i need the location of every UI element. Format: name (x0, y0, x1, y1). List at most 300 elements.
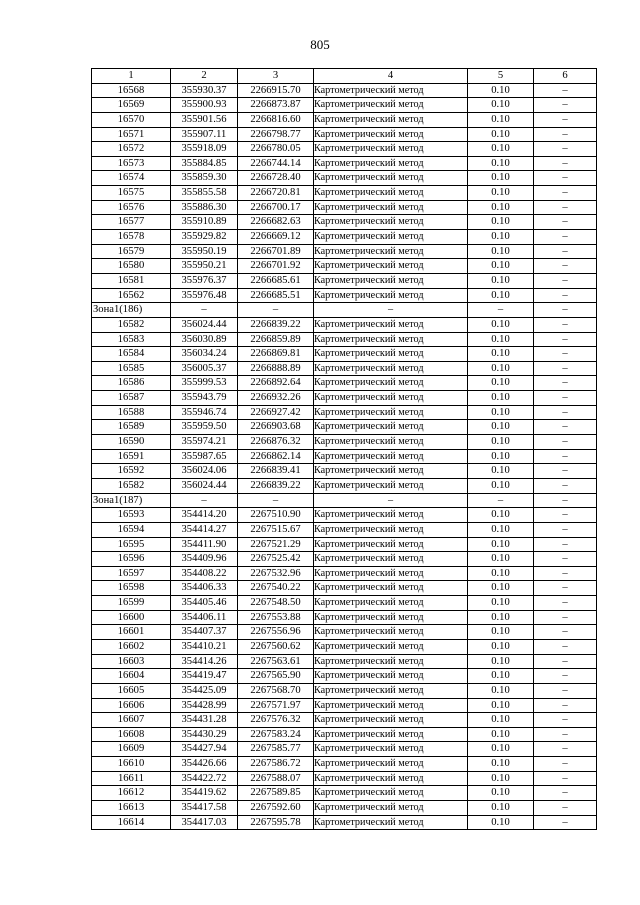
note-cell: – (534, 464, 597, 479)
note-cell: – (534, 727, 597, 742)
accuracy-cell: 0.10 (468, 156, 534, 171)
method-cell: Картометрический метод (314, 727, 468, 742)
y-coordinate-cell: 2266932.26 (238, 391, 314, 406)
note-cell: – (534, 230, 597, 245)
table-row (92, 200, 597, 215)
point-number-cell: 16594 (92, 522, 171, 537)
point-number-cell: 16604 (92, 669, 171, 684)
point-number-cell: 16571 (92, 127, 171, 142)
table-row (92, 537, 597, 552)
note-cell: – (534, 478, 597, 493)
table-row (92, 215, 597, 230)
y-coordinate-cell: 2266720.81 (238, 186, 314, 201)
note-cell: – (534, 639, 597, 654)
x-coordinate-cell: 355930.37 (171, 83, 238, 98)
note-cell: – (534, 420, 597, 435)
y-coordinate-cell: 2267560.62 (238, 639, 314, 654)
accuracy-cell: 0.10 (468, 405, 534, 420)
accuracy-cell: 0.10 (468, 376, 534, 391)
point-number-cell: 16581 (92, 273, 171, 288)
y-coordinate-cell: 2267568.70 (238, 683, 314, 698)
y-coordinate-cell: 2266915.70 (238, 83, 314, 98)
accuracy-cell: 0.10 (468, 288, 534, 303)
x-coordinate-cell: 356034.24 (171, 347, 238, 362)
zone-row (92, 493, 597, 508)
table-row (92, 142, 597, 157)
x-coordinate-cell: 354411.90 (171, 537, 238, 552)
y-coordinate-cell: 2266869.81 (238, 347, 314, 362)
point-number-cell: 16614 (92, 815, 171, 830)
table-row (92, 186, 597, 201)
y-coordinate-cell: 2266876.32 (238, 435, 314, 450)
note-cell: – (534, 669, 597, 684)
y-coordinate-cell: 2266839.22 (238, 478, 314, 493)
note-cell: – (534, 493, 597, 508)
method-cell: Картометрический метод (314, 639, 468, 654)
y-coordinate-cell: 2266701.92 (238, 259, 314, 274)
x-coordinate-cell: 355950.19 (171, 244, 238, 259)
point-number-cell: 16597 (92, 566, 171, 581)
note-cell: – (534, 98, 597, 113)
method-cell: Картометрический метод (314, 478, 468, 493)
accuracy-cell: 0.10 (468, 508, 534, 523)
x-coordinate-cell: 355929.82 (171, 230, 238, 245)
y-coordinate-cell: 2267589.85 (238, 786, 314, 801)
column-header-1: 1 (92, 69, 171, 84)
y-coordinate-cell: 2266798.77 (238, 127, 314, 142)
point-number-cell: 16605 (92, 683, 171, 698)
x-coordinate-cell: 354408.22 (171, 566, 238, 581)
table-row (92, 639, 597, 654)
table-row (92, 478, 597, 493)
zone-row (92, 303, 597, 318)
note-cell: – (534, 508, 597, 523)
point-number-cell: 16593 (92, 508, 171, 523)
note-cell: – (534, 156, 597, 171)
point-number-cell: 16588 (92, 405, 171, 420)
method-cell: Картометрический метод (314, 347, 468, 362)
method-cell: Картометрический метод (314, 610, 468, 625)
table-row (92, 83, 597, 98)
accuracy-cell: 0.10 (468, 727, 534, 742)
table-row (92, 757, 597, 772)
method-cell: Картометрический метод (314, 669, 468, 684)
table-row (92, 464, 597, 479)
method-cell: Картометрический метод (314, 801, 468, 816)
table-row (92, 771, 597, 786)
table-row (92, 566, 597, 581)
accuracy-cell: 0.10 (468, 639, 534, 654)
note-cell: – (534, 127, 597, 142)
method-cell: Картометрический метод (314, 215, 468, 230)
table-row (92, 449, 597, 464)
note-cell: – (534, 610, 597, 625)
note-cell: – (534, 566, 597, 581)
method-cell: Картометрический метод (314, 566, 468, 581)
accuracy-cell: 0.10 (468, 464, 534, 479)
y-coordinate-cell: 2266888.89 (238, 361, 314, 376)
method-cell: Картометрический метод (314, 537, 468, 552)
note-cell: – (534, 625, 597, 640)
x-coordinate-cell: 354417.58 (171, 801, 238, 816)
point-number-cell: 16577 (92, 215, 171, 230)
point-number-cell: 16591 (92, 449, 171, 464)
point-number-cell: 16595 (92, 537, 171, 552)
method-cell: Картометрический метод (314, 815, 468, 830)
note-cell: – (534, 435, 597, 450)
column-header-3: 3 (238, 69, 314, 84)
point-number-cell: 16601 (92, 625, 171, 640)
y-coordinate-cell: 2267510.90 (238, 508, 314, 523)
method-cell: Картометрический метод (314, 361, 468, 376)
note-cell: – (534, 683, 597, 698)
table-row (92, 317, 597, 332)
y-coordinate-cell: 2267565.90 (238, 669, 314, 684)
x-coordinate-cell: – (171, 493, 238, 508)
y-coordinate-cell: 2267576.32 (238, 713, 314, 728)
method-cell: Картометрический метод (314, 596, 468, 611)
accuracy-cell: 0.10 (468, 566, 534, 581)
method-cell: Картометрический метод (314, 244, 468, 259)
method-cell: Картометрический метод (314, 757, 468, 772)
accuracy-cell: 0.10 (468, 610, 534, 625)
accuracy-cell: 0.10 (468, 435, 534, 450)
table-row (92, 420, 597, 435)
x-coordinate-cell: 354414.27 (171, 522, 238, 537)
x-coordinate-cell: 356024.44 (171, 317, 238, 332)
accuracy-cell: 0.10 (468, 186, 534, 201)
accuracy-cell: 0.10 (468, 361, 534, 376)
y-coordinate-cell: 2266780.05 (238, 142, 314, 157)
point-number-cell: 16582 (92, 478, 171, 493)
x-coordinate-cell: 356024.44 (171, 478, 238, 493)
x-coordinate-cell: 354430.29 (171, 727, 238, 742)
method-cell: Картометрический метод (314, 420, 468, 435)
table-row (92, 156, 597, 171)
table-row (92, 171, 597, 186)
table-row (92, 288, 597, 303)
x-coordinate-cell: 354419.62 (171, 786, 238, 801)
column-header-6: 6 (534, 69, 597, 84)
note-cell: – (534, 815, 597, 830)
x-coordinate-cell: 355950.21 (171, 259, 238, 274)
column-header-4: 4 (314, 69, 468, 84)
x-coordinate-cell: 356030.89 (171, 332, 238, 347)
point-number-cell: 16584 (92, 347, 171, 362)
note-cell: – (534, 171, 597, 186)
point-number-cell: 16589 (92, 420, 171, 435)
point-number-cell: 16573 (92, 156, 171, 171)
x-coordinate-cell: 354406.33 (171, 581, 238, 596)
method-cell: Картометрический метод (314, 742, 468, 757)
y-coordinate-cell: 2266862.14 (238, 449, 314, 464)
x-coordinate-cell: 354409.96 (171, 552, 238, 567)
accuracy-cell: 0.10 (468, 654, 534, 669)
point-number-cell: 16598 (92, 581, 171, 596)
x-coordinate-cell: 355859.30 (171, 171, 238, 186)
y-coordinate-cell: 2266892.64 (238, 376, 314, 391)
note-cell: – (534, 757, 597, 772)
point-number-cell: 16590 (92, 435, 171, 450)
y-coordinate-cell: 2266873.87 (238, 98, 314, 113)
note-cell: – (534, 259, 597, 274)
table-row (92, 508, 597, 523)
y-coordinate-cell: 2267515.67 (238, 522, 314, 537)
note-cell: – (534, 786, 597, 801)
accuracy-cell: 0.10 (468, 317, 534, 332)
x-coordinate-cell: 354410.21 (171, 639, 238, 654)
accuracy-cell: 0.10 (468, 669, 534, 684)
note-cell: – (534, 449, 597, 464)
method-cell: Картометрический метод (314, 127, 468, 142)
point-number-cell: 16611 (92, 771, 171, 786)
point-number-cell: 16562 (92, 288, 171, 303)
table-row (92, 522, 597, 537)
y-coordinate-cell: – (238, 493, 314, 508)
point-number-cell: 16608 (92, 727, 171, 742)
table-row (92, 713, 597, 728)
method-cell: Картометрический метод (314, 581, 468, 596)
column-header-5: 5 (468, 69, 534, 84)
x-coordinate-cell: 354405.46 (171, 596, 238, 611)
table-row (92, 683, 597, 698)
table-row (92, 273, 597, 288)
table-row (92, 698, 597, 713)
table-row (92, 332, 597, 347)
table-row (92, 435, 597, 450)
accuracy-cell: 0.10 (468, 771, 534, 786)
y-coordinate-cell: 2266839.22 (238, 317, 314, 332)
y-coordinate-cell: 2266839.41 (238, 464, 314, 479)
y-coordinate-cell: 2266728.40 (238, 171, 314, 186)
x-coordinate-cell: 355884.85 (171, 156, 238, 171)
note-cell: – (534, 186, 597, 201)
method-cell: Картометрический метод (314, 508, 468, 523)
accuracy-cell: 0.10 (468, 391, 534, 406)
x-coordinate-cell: 355900.93 (171, 98, 238, 113)
point-number-cell: 16599 (92, 596, 171, 611)
method-cell: Картометрический метод (314, 771, 468, 786)
point-number-cell: 16580 (92, 259, 171, 274)
y-coordinate-cell: 2267585.77 (238, 742, 314, 757)
note-cell: – (534, 347, 597, 362)
table-row (92, 376, 597, 391)
note-cell: – (534, 742, 597, 757)
point-number-cell: 16610 (92, 757, 171, 772)
point-number-cell: 16606 (92, 698, 171, 713)
x-coordinate-cell: 354428.99 (171, 698, 238, 713)
accuracy-cell: 0.10 (468, 112, 534, 127)
table-row (92, 259, 597, 274)
point-number-cell: 16596 (92, 552, 171, 567)
method-cell: Картометрический метод (314, 552, 468, 567)
accuracy-cell: 0.10 (468, 537, 534, 552)
accuracy-cell: 0.10 (468, 230, 534, 245)
accuracy-cell: 0.10 (468, 273, 534, 288)
note-cell: – (534, 112, 597, 127)
point-number-cell: 16585 (92, 361, 171, 376)
table-row (92, 581, 597, 596)
point-number-cell: 16582 (92, 317, 171, 332)
x-coordinate-cell: 356005.37 (171, 361, 238, 376)
x-coordinate-cell: 355959.50 (171, 420, 238, 435)
table-header-row (92, 69, 597, 84)
y-coordinate-cell: 2266685.51 (238, 288, 314, 303)
y-coordinate-cell: 2267571.97 (238, 698, 314, 713)
y-coordinate-cell: 2267532.96 (238, 566, 314, 581)
table-row (92, 347, 597, 362)
table-row (92, 230, 597, 245)
note-cell: – (534, 376, 597, 391)
method-cell: Картометрический метод (314, 259, 468, 274)
accuracy-cell: 0.10 (468, 757, 534, 772)
y-coordinate-cell: 2266682.63 (238, 215, 314, 230)
table-row (92, 112, 597, 127)
accuracy-cell: 0.10 (468, 449, 534, 464)
point-number-cell: 16612 (92, 786, 171, 801)
table-row (92, 391, 597, 406)
method-cell: Картометрический метод (314, 449, 468, 464)
accuracy-cell: 0.10 (468, 347, 534, 362)
point-number-cell: 16579 (92, 244, 171, 259)
y-coordinate-cell: 2266927.42 (238, 405, 314, 420)
method-cell: Картометрический метод (314, 391, 468, 406)
table-body (92, 83, 597, 830)
note-cell: – (534, 654, 597, 669)
method-cell: Картометрический метод (314, 156, 468, 171)
note-cell: – (534, 361, 597, 376)
y-coordinate-cell: 2266669.12 (238, 230, 314, 245)
method-cell: Картометрический метод (314, 405, 468, 420)
x-coordinate-cell: 356024.06 (171, 464, 238, 479)
y-coordinate-cell: 2266701.89 (238, 244, 314, 259)
note-cell: – (534, 288, 597, 303)
method-cell: Картометрический метод (314, 435, 468, 450)
y-coordinate-cell: 2267595.78 (238, 815, 314, 830)
table-row (92, 786, 597, 801)
table-row (92, 98, 597, 113)
note-cell: – (534, 537, 597, 552)
column-header-2: 2 (171, 69, 238, 84)
method-cell: Картометрический метод (314, 83, 468, 98)
zone-label: Зона1(186) (92, 303, 171, 318)
method-cell: Картометрический метод (314, 332, 468, 347)
table-row (92, 361, 597, 376)
x-coordinate-cell: 355946.74 (171, 405, 238, 420)
x-coordinate-cell: – (171, 303, 238, 318)
accuracy-cell: 0.10 (468, 332, 534, 347)
point-number-cell: 16587 (92, 391, 171, 406)
y-coordinate-cell: 2267583.24 (238, 727, 314, 742)
method-cell: Картометрический метод (314, 317, 468, 332)
table-row (92, 405, 597, 420)
method-cell: Картометрический метод (314, 112, 468, 127)
method-cell: Картометрический метод (314, 200, 468, 215)
x-coordinate-cell: 355918.09 (171, 142, 238, 157)
point-number-cell: 16607 (92, 713, 171, 728)
x-coordinate-cell: 354414.20 (171, 508, 238, 523)
note-cell: – (534, 522, 597, 537)
table-row (92, 654, 597, 669)
x-coordinate-cell: 354427.94 (171, 742, 238, 757)
table-row (92, 244, 597, 259)
y-coordinate-cell: 2266685.61 (238, 273, 314, 288)
method-cell: Картометрический метод (314, 522, 468, 537)
accuracy-cell: 0.10 (468, 83, 534, 98)
point-number-cell: 16572 (92, 142, 171, 157)
note-cell: – (534, 698, 597, 713)
note-cell: – (534, 317, 597, 332)
method-cell: Картометрический метод (314, 698, 468, 713)
accuracy-cell: 0.10 (468, 801, 534, 816)
point-number-cell: 16576 (92, 200, 171, 215)
point-number-cell: 16568 (92, 83, 171, 98)
table-row (92, 742, 597, 757)
y-coordinate-cell: 2267592.60 (238, 801, 314, 816)
note-cell: – (534, 215, 597, 230)
zone-label: Зона1(187) (92, 493, 171, 508)
accuracy-cell: 0.10 (468, 581, 534, 596)
point-number-cell: 16586 (92, 376, 171, 391)
note-cell: – (534, 83, 597, 98)
accuracy-cell: 0.10 (468, 200, 534, 215)
accuracy-cell: 0.10 (468, 596, 534, 611)
table-row (92, 552, 597, 567)
method-cell: Картометрический метод (314, 273, 468, 288)
x-coordinate-cell: 355999.53 (171, 376, 238, 391)
x-coordinate-cell: 355976.37 (171, 273, 238, 288)
x-coordinate-cell: 355987.65 (171, 449, 238, 464)
y-coordinate-cell: 2267553.88 (238, 610, 314, 625)
accuracy-cell: 0.10 (468, 815, 534, 830)
note-cell: – (534, 552, 597, 567)
accuracy-cell: 0.10 (468, 786, 534, 801)
x-coordinate-cell: 355907.11 (171, 127, 238, 142)
table-row (92, 669, 597, 684)
accuracy-cell: – (468, 493, 534, 508)
note-cell: – (534, 713, 597, 728)
y-coordinate-cell: 2267563.61 (238, 654, 314, 669)
note-cell: – (534, 391, 597, 406)
point-number-cell: 16592 (92, 464, 171, 479)
x-coordinate-cell: 354426.66 (171, 757, 238, 772)
method-cell: Картометрический метод (314, 171, 468, 186)
x-coordinate-cell: 355901.56 (171, 112, 238, 127)
y-coordinate-cell: 2267521.29 (238, 537, 314, 552)
x-coordinate-cell: 354406.11 (171, 610, 238, 625)
accuracy-cell: 0.10 (468, 698, 534, 713)
x-coordinate-cell: 354425.09 (171, 683, 238, 698)
method-cell: Картометрический метод (314, 288, 468, 303)
table-row (92, 801, 597, 816)
note-cell: – (534, 405, 597, 420)
x-coordinate-cell: 354431.28 (171, 713, 238, 728)
accuracy-cell: 0.10 (468, 142, 534, 157)
y-coordinate-cell: 2267586.72 (238, 757, 314, 772)
accuracy-cell: 0.10 (468, 552, 534, 567)
point-number-cell: 16570 (92, 112, 171, 127)
accuracy-cell: – (468, 303, 534, 318)
method-cell: Картометрический метод (314, 625, 468, 640)
accuracy-cell: 0.10 (468, 420, 534, 435)
x-coordinate-cell: 354419.47 (171, 669, 238, 684)
method-cell: – (314, 493, 468, 508)
page-number: 805 (310, 37, 330, 52)
note-cell: – (534, 771, 597, 786)
method-cell: – (314, 303, 468, 318)
note-cell: – (534, 303, 597, 318)
y-coordinate-cell: 2266903.68 (238, 420, 314, 435)
